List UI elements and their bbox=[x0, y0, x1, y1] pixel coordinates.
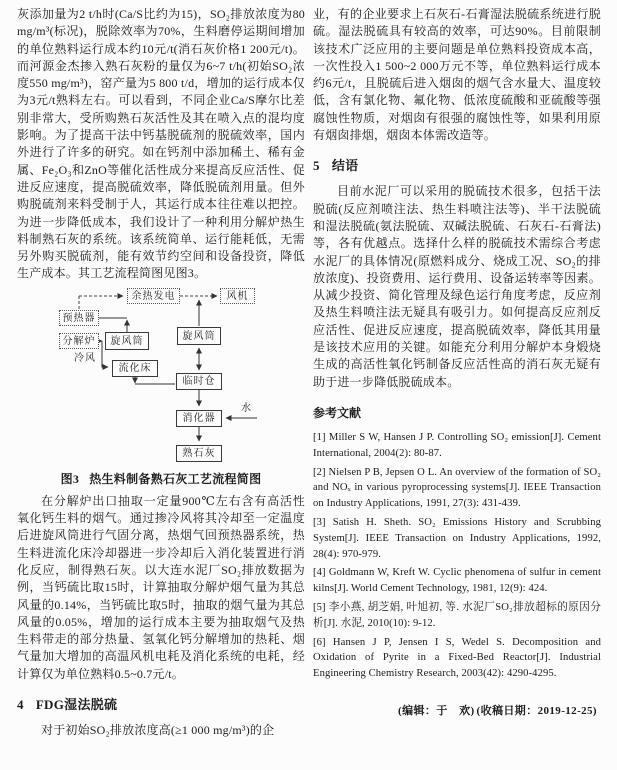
node-slaked-lime: 熟石灰 bbox=[176, 445, 222, 462]
editor-note bbox=[313, 702, 601, 718]
right-column bbox=[313, 6, 601, 718]
section5-title: 结语 bbox=[331, 158, 359, 174]
label-cold-air: 冷风 bbox=[74, 352, 96, 364]
paragraph-dry-desulfurization-cost: 灰添加量为2 t/h时(Ca/S比约为15)，SO₂排放浓度为80 mg/m³(标况)，脱除效率为70%，生料磨停运期间增加的单位熟料运行成本约10元/t(消石灰价格1 200元/t)。而河源金杰掺入熟石灰粉的量仅为6~7 t/h(初始SO₂浓度550 mg/m³)，窑产量为5 800 t/d，增加的运行成本仅为3元/t熟料左右。可以看到，不同企业Ca/S摩尔比差别非常大，受所购熟石灰活性及其在喷入点的混均度影响。为了提高干法中钙基脱硫剂的脱硫效率，国内外进行了许多的研究。如在钙剂中添加稀土、稀有金属、Fe₂O₃和ZnO等催化活性成分来提高反应活性、促进反应速度，提高脱硫效率，降低脱硫剂用量。但外购脱硫剂来料受制于人，其运行成本往往难以把控。为进一步降低成本，我们设计了一种利用分解炉热生料制熟石灰的系统。该系统简单、运行能耗低，无需另外购买脱硫剂，能有效节约空间和设备投资，降低生产成本。其工艺流程简图见图3。 bbox=[17, 7, 305, 281]
node-fluidized-bed: 流化床 bbox=[112, 360, 158, 377]
received-date: (收稿日期：2019-12-25) bbox=[476, 704, 597, 717]
figure3-caption bbox=[17, 470, 305, 487]
node-cyclone-left: 旋风筒 bbox=[105, 332, 149, 350]
reference-item: [1] Miller S W, Hansen J P. Controlling SO₂ emission[J]. Cement International, 2004(2): 80-87. bbox=[313, 431, 601, 459]
reference-item: [6] Hansen J P, Jensen I S, Wedel S. Decomposition and Oxidation of Pyrite in a Fixed-Bed Reactor[J]. Industrial Engineering Chemistry Research, 2003(42): 4290-4295. bbox=[313, 636, 601, 680]
node-fan: 风机 bbox=[220, 288, 255, 304]
section5-heading bbox=[313, 155, 601, 174]
reference-item: [2] Nielsen P B, Jepsen O L. An overview of the formation of SO₂ and NOₓ in various pyroprocessing systems[J]. IEEE Transaction on Industry Applications, 1991, 27(3): 431-439. bbox=[313, 466, 601, 510]
section5-number: 5 bbox=[313, 158, 320, 174]
node-waste-heat-power: 余热发电 bbox=[127, 288, 180, 304]
figure3-flowchart bbox=[17, 286, 305, 466]
references-list bbox=[313, 430, 601, 682]
paragraph-fdg-intro: 对于初始SO₂排放浓度高(≥1 000 mg/m³)的企 bbox=[41, 723, 275, 738]
references-heading: 参考文献 bbox=[313, 405, 362, 420]
section4-number: 4 bbox=[17, 697, 24, 713]
node-preheater: 预热器 bbox=[59, 310, 99, 326]
figure3-caption-label: 图3 bbox=[60, 471, 80, 486]
section4-title: FDG湿法脱硫 bbox=[35, 697, 118, 713]
paragraph-conclusion: 目前水泥厂可以采用的脱硫技术很多，包括干法脱硫(反应剂喷注法、热生料喷注法等)、半干法脱硫和湿法脱硫(氨法脱硫、双碱法脱硫、石灰石-石膏法)等，各有优越点。选择什么样的脱硫技术需综合考虑水泥厂的具体情况(原燃料成分、烧成工况、SO₂的排放浓度)、投资费用、运行费用、设备运转率等因素。从减少投资、简化管理及绿色运行角度考虑，反应剂及热生料喷注法无疑具有吸引力。如何提高反应剂反应活性、促进反应速度，提高脱硫效率，降低其用量是该技术应用的关键。如能充分利用分解炉本身煅烧生成的高活性氧化钙制备反应活性高的消石灰无疑有助于进一步降低脱硫成本。 bbox=[313, 184, 601, 389]
paragraph-hot-meal-process: 在分解炉出口抽取一定量900℃左右含有高活性氧化钙生料的烟气。通过掺冷风将其冷却至一定温度后进旋风筒进行气固分离，热烟气回预热器系统，热生料进流化床冷却器进一步冷却后入消化装置进行消化反应，制得熟石灰。以大连水泥厂SO₂排放数据为例，当钙硫比取15时，计算抽取分解炉烟气量为其总风量的0.14%，当钙硫比取5时，抽取的烟气量为其总风量的0.05%，增加的运行成本主要为抽取烟气及热生料带走的部分热量、氢氧化钙分解增加的热耗、烟气量加大增加的高温风机电耗及消化系统的电耗，经计算仅为单位熟料0.5~0.7元/t。 bbox=[17, 493, 305, 681]
node-calciner: 分解炉 bbox=[59, 333, 99, 349]
reference-item: [3] Satish H. Sheth. SO₂ Emissions History and Scrubbing System[J]. IEEE Transaction on Industry Applications, 1992, 28(4): 970-979. bbox=[313, 516, 601, 560]
section4-heading bbox=[17, 694, 305, 713]
figure3-caption-title: 热生料制备熟石灰工艺流程简图 bbox=[89, 471, 262, 486]
reference-item: [4] Goldmann W, Kreft W. Cyclic phenomena of sulfur in cement kilns[J]. World Cement Technology, 1981, 12(9): 424. bbox=[313, 567, 601, 595]
node-temp-silo: 临时仓 bbox=[176, 373, 222, 390]
reference-item: [5] 李小燕, 胡芝娟, 叶旭初, 等. 水泥厂SO₂排放超标的原因分析[J]. 水泥, 2010(10): 9-12. bbox=[313, 601, 601, 629]
paragraph-wet-desulfurization: 业，有的企业要求上石灰石-石膏湿法脱硫系统进行脱硫。湿法脱硫具有较高的效率，可达90%。目前限制该技术广泛应用的主要问题是单位熟料投资成本高，一次性投入1 500~2 000万元不等，单位熟料运行成本约6元/t，且脱硫后进入烟囱的烟气含水量大、温度较低，含有氯化物、氟化物、低浓度硫酸和亚硫酸等强腐蚀性物质，对烟囱有很强的腐蚀性等，如果利用原有烟囱排烟，烟囱本体需改造等。 bbox=[313, 7, 601, 143]
left-column bbox=[17, 6, 305, 739]
node-slaker: 消化器 bbox=[176, 410, 222, 427]
editor-name: (编辑：于 欢) bbox=[398, 704, 475, 717]
node-cyclone-right: 旋风筒 bbox=[177, 327, 221, 345]
label-water: 水 bbox=[241, 402, 252, 414]
